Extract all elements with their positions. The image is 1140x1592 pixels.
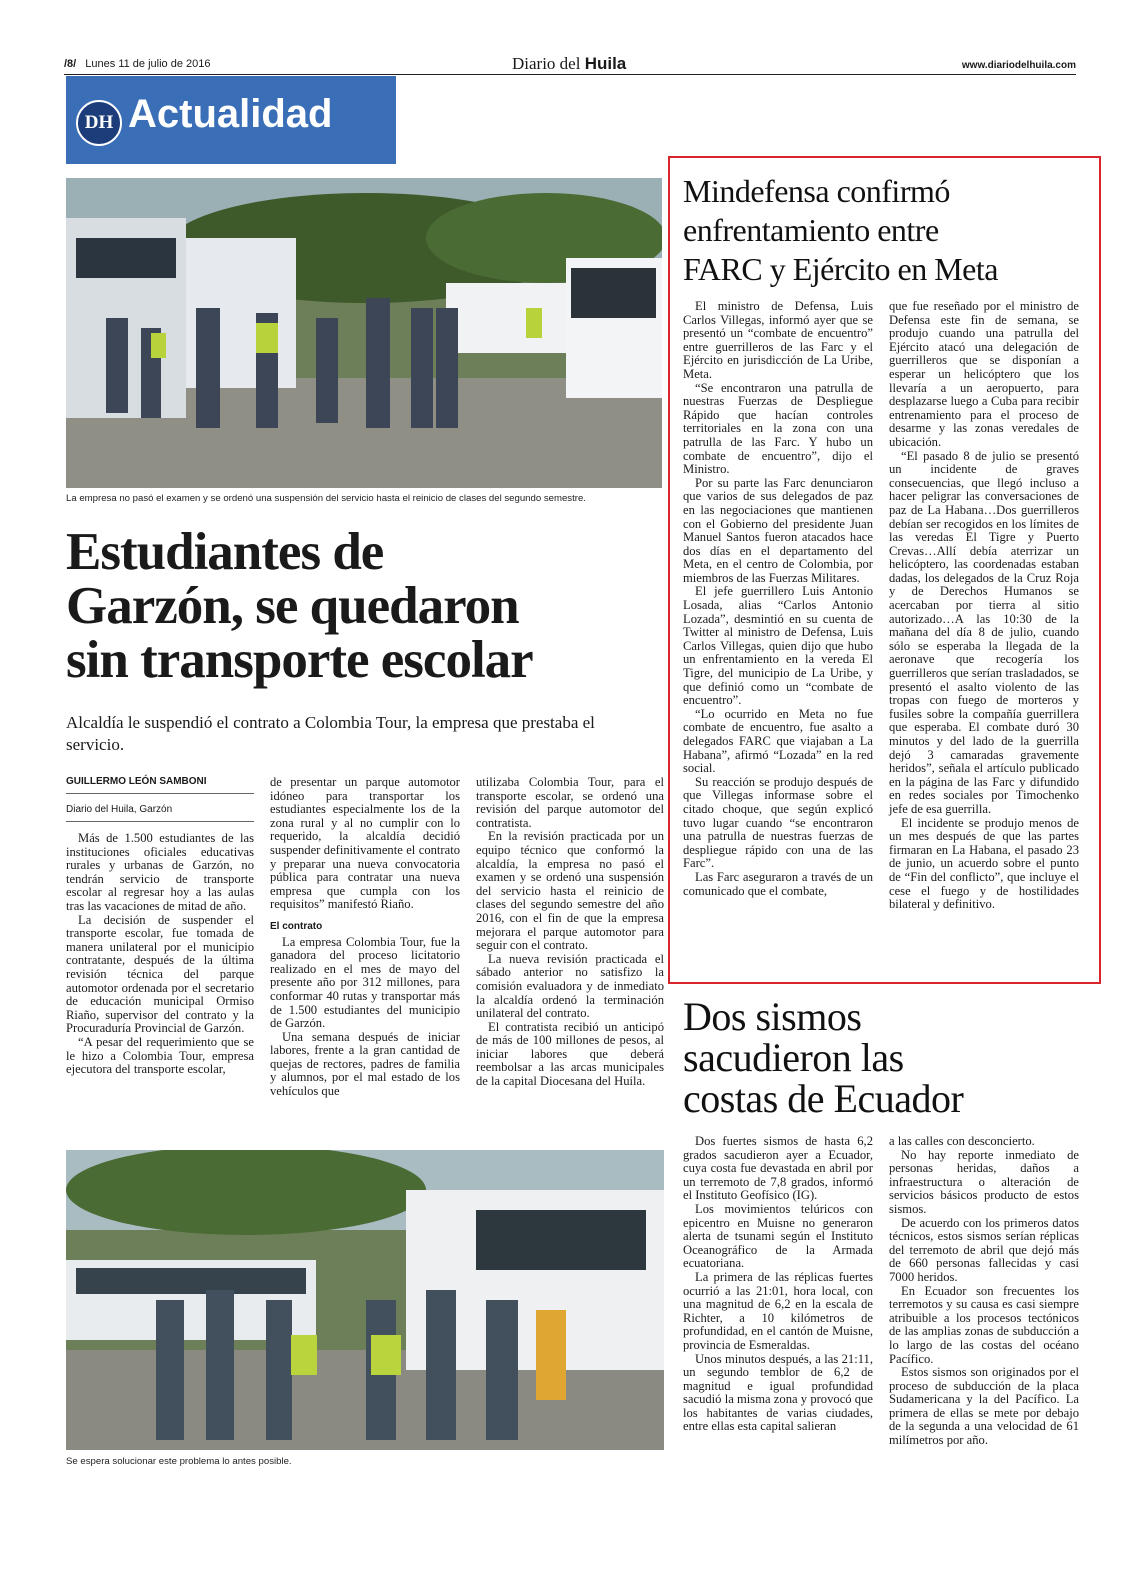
header-rule (64, 74, 1076, 75)
paragraph: “Se encontraron una patrulla de nuestras Fuerzas de Despliegue Rápido que hacían controles territoriales en la zona con una patrulla de las Farc. Y hubo un combate de encuentro”, dijo el Ministro. (683, 380, 873, 477)
main-deck: Alcaldía le suspendió el contrato a Colombia Tour, la empresa que prestaba el servicio. (66, 713, 595, 754)
farc-headline-line: Mindefensa confirmó (683, 173, 950, 209)
farc-headline-line: FARC y Ejército en Meta (683, 251, 998, 287)
paragraph: “El pasado 8 de julio se presentó un incidente de graves consecuencias, que llegó incluso a hacer peligrar las conversaciones de paz de La Habana…Dos guerrilleros debían ser recogidos en los límites de las veredas El Tigre y Puerto Crevas…Allí debía aterrizar un helicóptero, las coordenadas estaban dadas, los delegados de la Cruz Roja y de Derechos Humanos se acercaban por tierra al sitio autorizado…A las 10:30 de la mañana del día 8 de julio, cuando sólo se esperaba la llegada de la aeronave que recogería los guerrilleros que serían trasladados, se presentó el asalto violento de las tropas con fuego de morteros y fusiles sobre la compañía guerrillera que esperaba. El combate duró 30 minutos y del lado de la guerrilla dejó 3 camaradas gravemente heridos”, señala el artículo publicado en la página de las Farc y difundido en redes sociales por Timochenko jefe de esa guerrilla. (889, 448, 1079, 816)
ecuador-headline (683, 996, 1093, 1119)
main-headline-line: sin transporte escolar (66, 631, 533, 689)
subhead-contrato: El contrato (270, 920, 323, 932)
paragraph: El jefe guerrillero Luis Antonio Losada, alias “Carlos Antonio Lozada”, desmintió en su cuenta de Twitter al ministro de Defensa, Luis Carlos Villegas, quien dijo que hubo un enfrentamiento en la vereda El Tigre, del municipio de La Uribe, y que definió como un “combate de encuentro”. (683, 584, 873, 708)
paragraph: En la revisión practicada por un equipo técnico que conformó la alcaldía, la empresa no pasó el examen y se ordenó una suspensión del servicio hasta el reinicio de clases del segundo semestre del año 2016, con el fin de que la empresa mejorara el parque automotor para seguir con el contrato. (476, 829, 664, 953)
paragraph: Los movimientos telúricos con epicentro en Muisne no generaron alerta de tsunami según el Instituto Oceanográfico de la Armada ecuatoriana. (683, 1201, 873, 1271)
main-col-3 (476, 776, 664, 1089)
dh-logo-text: DH (84, 112, 114, 133)
website-url: www.diariodelhuila.com (961, 60, 1076, 71)
ecuador-headline-line: Dos sismos (683, 994, 862, 1039)
photo-top-caption: La empresa no pasó el examen y se ordenó una suspensión del servicio hasta el reinicio de clases del segundo semestre. (66, 493, 586, 504)
dateline: Diario del Huila, Garzón (66, 804, 173, 815)
farc-headline (683, 172, 1093, 289)
paragraph: Por su parte las Farc denunciaron que varios de sus delegados de paz en las negociaciones que mantienen con el Gobierno del presidente Juan Manuel Santos fueron atacados hace dos días en el departamento del Meta, en el centro de Colombia, por miembros de las Fuerzas Militares. (683, 475, 873, 585)
section-title: Actualidad (128, 92, 333, 136)
photo-students-graphic (66, 1150, 664, 1450)
paragraph: “A pesar del requerimiento que se le hizo a Colombia Tour, empresa ejecutora del transporte escolar, (66, 1034, 254, 1077)
paragraph: Su reacción se produjo después de que Villegas informase sobre el citado choque, que según explicó tuvo lugar cuando “se encontraron una patrulla de nuestras fuerzas de despliegue rápido con una de las Farc”. (683, 774, 873, 871)
paragraph: que fue reseñado por el ministro de Defensa este fin de semana, se produjo cuando una patrulla del Ejército atacó una delegación de guerrilleros que se disponían a esperar un helicóptero que los llevaría a un aeropuerto, para desplazarse luego a Cuba para recibir entrenamiento para el proceso de desarme y las zonas veredales de ubicación. (889, 299, 1079, 449)
photo-buses-inspection (66, 178, 662, 488)
paragraph: Dos fuertes sismos de hasta 6,2 grados sacudieron ayer a Ecuador, cuya costa fue devastada en abril por un terremoto de 7,8 grados, informó el Instituto Geofísico (IG). (683, 1134, 873, 1203)
ecuador-col-1 (683, 1135, 873, 1434)
ecuador-headline-line: costas de Ecuador (683, 1076, 964, 1121)
paragraph: El incidente se produjo menos de un mes después de que las partes firmaran en La Habana, el pasado 23 de junio, un acuerdo sobre el punto de “Fin del conflicto”, que incluye el cese el fuego y de hostilidades bilateral y definitivo. (889, 815, 1079, 912)
masthead-regular: Diario del (512, 54, 581, 73)
paragraph: Una semana después de iniciar labores, frente a la gran cantidad de quejas de rectores, padres de familia y alumnos, por el mal estado de los vehículos que (270, 1029, 460, 1099)
dh-logo (76, 100, 122, 146)
paragraph: La empresa Colombia Tour, fue la ganadora del proceso licitatorio realizado en el mes de mayo del presente año por 312 millones, para conformar 40 rutas y transportar más de 1.500 estudiantes del municipio de Garzón. (270, 934, 460, 1031)
section-band (66, 76, 396, 164)
dateline-rule (66, 821, 254, 822)
photo-bottom-caption: Se espera solucionar este problema lo antes posible. (66, 1456, 292, 1467)
author-byline: GUILLERMO LEÓN SAMBONI (66, 776, 207, 787)
paragraph: El ministro de Defensa, Luis Carlos Villegas, informó ayer que se presentó un “combate de encuentro” entre guerrilleros de las Farc y el Ejército en jurisdicción de La Uribe, Meta. (683, 299, 873, 381)
paragraph: Estos sismos son originados por el proceso de subducción de la placa Sudamericana y la del Pacífico. La primera de ellas se mete por debajo de la segunda a una velocidad de 61 milímetros por año. (889, 1365, 1079, 1448)
photo-buses-graphic (66, 178, 662, 488)
paragraph: La nueva revisión practicada el sábado anterior no satisfizo la comisión evaluadora y de inmediato la alcaldía ordenó la terminación unilateral del contrato. (476, 951, 664, 1021)
farc-col-1 (683, 300, 873, 898)
paragraph: de presentar un parque automotor idóneo para transportar los estudiantes especialmente los de la zona rural y al no cumplir con lo requerido, la alcaldía decidió suspender definitivamente el contrato y preparar una nueva convocatoria pública para contratar una nueva empresa que cumpla con los requisitos” manifestó Riaño. (270, 775, 460, 912)
main-headline (66, 525, 666, 687)
paragraph: a las calles con desconcierto. (889, 1134, 1035, 1148)
main-col-1 (66, 776, 254, 1077)
issue-date: Lunes 11 de julio de 2016 (85, 58, 211, 70)
page-header-left (64, 58, 210, 70)
paragraph: La primera de las réplicas fuertes ocurrió a las 21:01, hora local, con una magnitud de 6,2 en la escala de Richter, a 10 kilómetros de profundidad, en el cantón de Muisne, provincia de Esmeraldas. (683, 1269, 873, 1352)
farc-headline-line: enfrentamiento entre (683, 212, 939, 248)
paragraph: utilizaba Colombia Tour, para el transporte escolar, se ordenó una revisión del parque automotor del contratista. (476, 775, 664, 830)
main-col-1-body (66, 832, 254, 1077)
paragraph: De acuerdo con los primeros datos técnicos, estos sismos serían réplicas del terremoto de abril que dejó más de 660 personas fallecidas y casi 7000 heridos. (889, 1215, 1079, 1284)
paragraph: El contratista recibió un anticipó de más de 100 millones de pesos, al iniciar labores que deberá reembolsar a las arcas municipales de la capital Diocesana del Huila. (476, 1019, 664, 1089)
main-headline-line: Estudiantes de (66, 523, 384, 581)
paragraph: No hay reporte inmediato de personas heridas, daños a infraestructura o alteración de servicios básicos producto de estos sismos. (889, 1147, 1079, 1216)
byline-rule (66, 793, 254, 794)
photo-students-buses (66, 1150, 664, 1450)
masthead (512, 54, 626, 74)
main-headline-line: Garzón, se quedaron (66, 577, 519, 635)
paragraph: “Lo ocurrido en Meta no fue combate de encuentro, fue asalto a delegados FARC que viajaban a La Habana”, afirmó “Lozada” en la red social. (683, 706, 873, 776)
paragraph: La decisión de suspender el transporte escolar, fue tomada de manera unilateral por el municipio contratante, después de la última revisión técnica del parque automotor ordenada por el secretario de educación municipal Ormiso Riaño, supervisor del contrato y la Procuraduría Provincial de Garzón. (66, 912, 254, 1036)
ecuador-col-2 (889, 1135, 1079, 1448)
paragraph: Las Farc aseguraron a través de un comunicado que el combate, (683, 869, 873, 898)
paragraph: En Ecuador son frecuentes los terremotos y su causa es casi siempre atribuible a los procesos tectónicos de las amplias zonas de subducción a lo largo de las costas del océano Pacífico. (889, 1283, 1079, 1366)
page-number: /8/ (64, 58, 77, 70)
masthead-bold: Huila (584, 54, 627, 73)
paragraph: Unos minutos después, a las 21:11, un segundo temblor de 6,2 de magnitud e igual profundidad sacudió la misma zona y provocó que los habitantes de varias ciudades, entre ellas esta capital salieran (683, 1351, 873, 1434)
farc-col-2 (889, 300, 1079, 912)
main-col-2 (270, 776, 460, 1099)
paragraph: Más de 1.500 estudiantes de las instituciones oficiales educativas rurales y urbanas de Garzón, no tendrán servicio de transporte escolar al regresar hoy a las aulas tras las vacaciones de mitad de año. (66, 831, 254, 913)
ecuador-headline-line: sacudieron las (683, 1035, 904, 1080)
